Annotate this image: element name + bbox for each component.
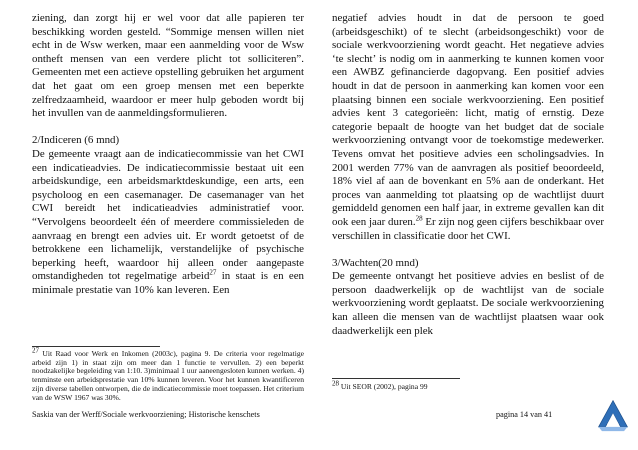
right-paragraph-2: De gemeente ontvangt het positieve advies en beslist of de persoon daadwerkelijk op de wachtlijst van de sociale werkvoorziening wordt geplaatst. De sociale werkvoorziening kan alleen die mensen van de wachtlijst plaatsen waar ook daadwerkelijk een plek xyxy=(332,270,604,337)
footnote-ref-28[interactable]: 28 xyxy=(415,214,423,223)
left-paragraph-2-text: De gemeente vraagt aan de indicatiecommissie van het CWI een indicatieadvies. De indicatiecommissie bestaat uit een arbeidskundige, een arbeidsmarktdeskundige, een arts, een psycholoog en een casemanager. De casemanager van het CWI bereidt het indicatieadvies administratief voor. “Vervolgens beoordeelt één of meerdere commissieleden de aanvraag en brengt een advies uit. Er wordt getoetst of de betrokkene een lichamelijk, verstandelijke of psychische beperking heeft, waardoor hij alleen onder aangepaste omstandigheden tot regelmatige arbeid xyxy=(32,147,304,283)
footer-author-title: Saskia van der Werff/Sociale werkvoorziening; Historische kenschets xyxy=(32,410,260,419)
penrose-triangle-logo-icon xyxy=(596,398,630,432)
footer-page-number: pagina 14 van 41 xyxy=(496,410,553,419)
footnote-27-number: 27 xyxy=(32,346,39,355)
right-paragraph-1-continued: Er zijn nog geen cijfers beschikbaar over verschillen in classificatie door het CWI. xyxy=(332,215,604,242)
left-paragraph-2 xyxy=(32,148,304,298)
section-heading-indiceren: 2/Indiceren (6 mnd) xyxy=(32,134,120,147)
left-paragraph-1: ziening, dan zorgt hij er wel voor dat alle papieren ter beschikking worden gesteld. “Sommige mensen willen niet echt in de Wsw werken, maar een aanmelding voor de Wsw ontheft mensen van een verdere plicht tot solliciteren”. Gemeenten met een actieve opstelling gebruiken het argument dat het gaat om een groep mensen met een beperkte zelfredzaamheid, waardoor er meer hulp geboden wordt bij het invullen van de aanmeldingsformulieren. xyxy=(32,12,304,120)
right-paragraph-1 xyxy=(332,12,604,243)
left-column xyxy=(32,12,304,297)
footnote-27-text: Uit Raad voor Werk en Inkomen (2003c), pagina 9. De criteria voor regelmatige arbeid zijn 1) in staat zijn om meer dan 1 functie te vervullen. 2) een beperkt noodzakelijke begeleiding van 1:10. 3)minimaal 1 uur aaneengesloten kunnen werken. 4) tenminste een arbeidsprestatie van 10% kunnen leveren. Voor het kunnen kwantificeren zijn diverse tabellen ontworpen, die de indicatiecommissie moet toepassen. Het criterium van de WSW 1967 was 30%. xyxy=(32,349,304,402)
footnote-divider-right xyxy=(332,378,460,379)
footnote-divider-left xyxy=(32,346,160,347)
footnote-27 xyxy=(32,346,304,402)
footnote-28-text: Uit SEOR (2002), pagina 99 xyxy=(339,382,428,391)
right-paragraph-1-text: negatief advies houdt in dat de persoon te goed (arbeidsgeschikt) of te slecht (arbeidsongeschikt) voor de sociale werkvoorziening wordt geacht. Het negatieve advies ‘te slecht’ is nodig om in aanmerking te kunnen komen voor een AWBZ gefinancierde dagopvang. Een positief advies houdt in dat de persoon in aanmerking kan komen voor een plaatsing binnen een sociale werkvoorziening. Een positief advies kent 3 categorieën: licht, matig of ernstig. Deze categorie bepaalt de hoogte van het budget dat de sociale werkvoorziening ontvangt voor de toekomstige medewerker. Tevens omvat het positieve advies een scholingsadvies. In 2001 werden 77% van de aanvragen als positief beoordeeld, 18% viel af aan de bovenkant en 5% aan de onderkant. Het proces van aanmelding tot plaatsing op de wachtlijst duurt gemiddeld genomen een half jaar, in extreme gevallen kan dit ook een jaar duren. xyxy=(332,12,604,228)
right-column xyxy=(332,12,604,338)
section-heading-wachten: 3/Wachten(20 mnd) xyxy=(332,256,419,269)
left-paragraph-2-continued: in staat is en een minimale prestatie van 10% kan leveren. Een xyxy=(32,270,305,296)
footnote-28 xyxy=(332,379,604,392)
footnote-28-number: 28 xyxy=(332,379,339,388)
footnote-ref-27[interactable]: 27 xyxy=(209,268,217,277)
